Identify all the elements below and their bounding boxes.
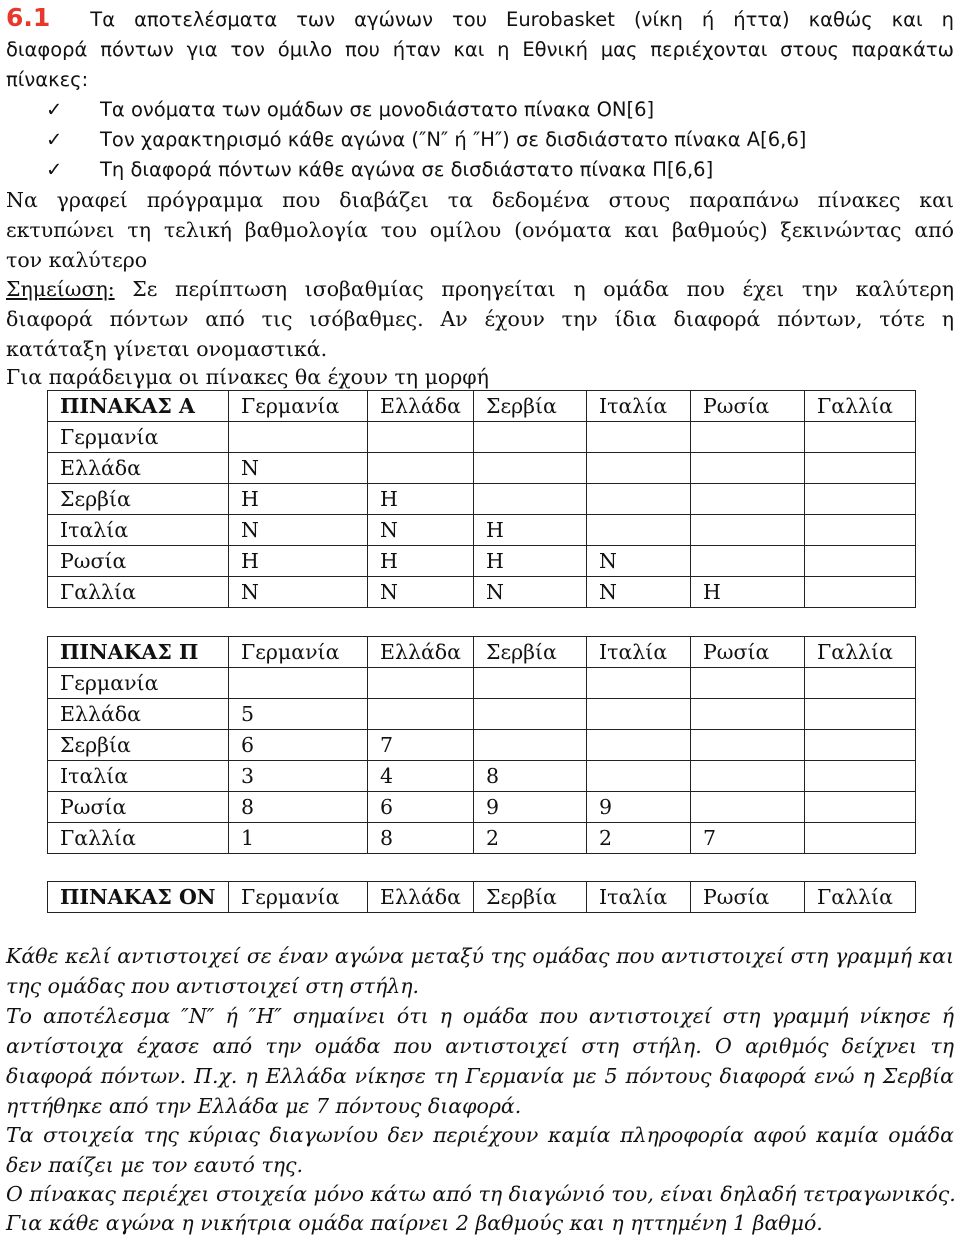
- column-header: Ελλάδα: [368, 882, 474, 913]
- table-cell: [805, 668, 916, 699]
- row-header: Ελλάδα: [48, 699, 229, 730]
- bullet-text: Τη διαφορά πόντων κάθε αγώνα σε δισδιάστατο πίνακα Π[6,6]: [100, 158, 714, 181]
- intro-line-2: διαφορά πόντων για τον όμιλο που ήταν και η Εθνική μας περιέχονται στους παρακάτω: [6, 38, 954, 61]
- table-cell: [474, 699, 587, 730]
- table-cell: Ν: [587, 546, 691, 577]
- table-cell: Η: [474, 515, 587, 546]
- table-cell: 7: [368, 730, 474, 761]
- table-header-row: [48, 637, 916, 668]
- table-on: [47, 881, 916, 913]
- table-cell: [805, 515, 916, 546]
- table-row: [48, 792, 916, 823]
- table-cell: Ν: [229, 453, 368, 484]
- table-cell: [229, 668, 368, 699]
- table-cell: [805, 577, 916, 608]
- table-cell: [805, 792, 916, 823]
- table-cell: [587, 668, 691, 699]
- table-cell: [474, 484, 587, 515]
- table-row: [48, 422, 916, 453]
- table-cell: 8: [474, 761, 587, 792]
- table-cell: Η: [229, 546, 368, 577]
- table-cell: [805, 761, 916, 792]
- column-header: Σερβία: [474, 882, 587, 913]
- table-cell: [691, 668, 805, 699]
- table-cell: 9: [474, 792, 587, 823]
- notes-p1-line-2: της ομάδας που αντιστοιχεί στη στήλη.: [6, 974, 420, 998]
- row-header: Ρωσία: [48, 792, 229, 823]
- row-header: Ρωσία: [48, 546, 229, 577]
- task-line-1: Να γραφεί πρόγραμμα που διαβάζει τα δεδομένα στους παραπάνω πίνακες και: [6, 188, 954, 212]
- table-cell: [587, 761, 691, 792]
- row-header: Ελλάδα: [48, 453, 229, 484]
- table-row: [48, 453, 916, 484]
- table-cell: 6: [229, 730, 368, 761]
- row-header: Γερμανία: [48, 668, 229, 699]
- table-cell: 4: [368, 761, 474, 792]
- table-title: ΠΙΝΑΚΑΣ ΟΝ: [48, 882, 229, 913]
- example-line: Για παράδειγμα οι πίνακες θα έχουν τη μορφή: [6, 365, 489, 389]
- column-header: Γαλλία: [805, 882, 916, 913]
- row-header: Γαλλία: [48, 823, 229, 854]
- intro-line-1: [6, 3, 954, 33]
- table-cell: [587, 453, 691, 484]
- table-cell: [691, 699, 805, 730]
- column-header: Γερμανία: [229, 637, 368, 668]
- note-line-3: κατάταξη γίνεται ονομαστικά.: [6, 337, 328, 361]
- task-line-3: τον καλύτερο: [6, 248, 148, 272]
- table-title: ΠΙΝΑΚΑΣ Α: [48, 391, 229, 422]
- table-cell: [368, 668, 474, 699]
- table-cell: Η: [368, 484, 474, 515]
- column-header: Ιταλία: [587, 391, 691, 422]
- bullet-item: [6, 95, 654, 125]
- table-cell: Η: [474, 546, 587, 577]
- checkmark-icon: ✓: [46, 98, 63, 121]
- column-header: Σερβία: [474, 637, 587, 668]
- note-line-1: [6, 274, 954, 304]
- table-cell: [805, 823, 916, 854]
- row-header: Σερβία: [48, 484, 229, 515]
- exercise-number: 6.1: [6, 3, 51, 32]
- table-cell: 7: [691, 823, 805, 854]
- row-header: Ιταλία: [48, 515, 229, 546]
- table-cell: [587, 730, 691, 761]
- intro-text-1: Τα αποτελέσματα των αγώνων του Eurobasket (νίκη ή ήττα) καθώς και η: [90, 8, 954, 31]
- table-row: [48, 484, 916, 515]
- row-header: Σερβία: [48, 730, 229, 761]
- bullet-text: Τον χαρακτηρισμό κάθε αγώνα (″Ν″ ή ″Η″) σε δισδιάστατο πίνακα Α[6,6]: [100, 128, 807, 151]
- table-row: [48, 761, 916, 792]
- table-cell: Ν: [229, 515, 368, 546]
- table-cell: [587, 699, 691, 730]
- notes-p2-line-3: διαφορά πόντων. Π.χ. η Ελλάδα νίκησε τη Γερμανία με 5 πόντους διαφορά ενώ η Σερβία: [6, 1064, 954, 1088]
- column-header: Ρωσία: [691, 391, 805, 422]
- note-line-2: διαφορά πόντων από τις ισόβαθμες. Αν έχουν την ίδια διαφορά πόντων, τότε η: [6, 307, 954, 331]
- notes-p1-line-1: Κάθε κελί αντιστοιχεί σε έναν αγώνα μεταξύ της ομάδας που αντιστοιχεί στη γραμμή και: [6, 944, 954, 968]
- table-cell: 2: [474, 823, 587, 854]
- table-cell: 8: [229, 792, 368, 823]
- notes-p3-line-2: δεν παίζει με τον εαυτό της.: [6, 1153, 303, 1177]
- table-cell: Ν: [368, 577, 474, 608]
- column-header: Ρωσία: [691, 637, 805, 668]
- checkmark-icon: ✓: [46, 128, 63, 151]
- table-cell: 5: [229, 699, 368, 730]
- bullet-item: [6, 125, 806, 155]
- table-header-row: [48, 391, 916, 422]
- table-row: [48, 668, 916, 699]
- table-cell: [368, 699, 474, 730]
- table-cell: 3: [229, 761, 368, 792]
- table-cell: Ν: [229, 577, 368, 608]
- table-cell: Η: [691, 577, 805, 608]
- table-cell: [691, 453, 805, 484]
- checkmark-icon: ✓: [46, 158, 63, 181]
- bullet-text: Τα ονόματα των ομάδων σε μονοδιάστατο πίνακα ΟΝ[6]: [100, 98, 655, 121]
- table-cell: Ν: [587, 577, 691, 608]
- table-cell: [805, 699, 916, 730]
- table-cell: [691, 792, 805, 823]
- table-cell: 1: [229, 823, 368, 854]
- task-line-2: εκτυπώνει τη τελική βαθμολογία του ομίλου (ονόματα και βαθμούς) ξεκινώντας από: [6, 218, 954, 242]
- notes-p5: Για κάθε αγώνα η νικήτρια ομάδα παίρνει 2 βαθμούς και η ηττημένη 1 βαθμό.: [6, 1211, 823, 1235]
- table-cell: [691, 515, 805, 546]
- table-cell: [229, 422, 368, 453]
- notes-p2-line-4: ηττήθηκε από την Ελλάδα με 7 πόντους διαφορά.: [6, 1094, 522, 1118]
- note-label: Σημείωση:: [6, 277, 115, 301]
- notes-p4: Ο πίνακας περιέχει στοιχεία μόνο κάτω από τη διαγώνιό του, είναι δηλαδή τετραγωνικός.: [6, 1182, 956, 1206]
- table-cell: [805, 422, 916, 453]
- table-cell: [805, 730, 916, 761]
- column-header: Ιταλία: [587, 882, 691, 913]
- table-row: [48, 577, 916, 608]
- table-cell: [474, 453, 587, 484]
- row-header: Ιταλία: [48, 761, 229, 792]
- notes-p2-line-1: Το αποτέλεσμα ″Ν″ ή ″Η″ σημαίνει ότι η ομάδα που αντιστοιχεί στη γραμμή νίκησε ή: [6, 1004, 954, 1028]
- notes-p3-line-1: Τα στοιχεία της κύριας διαγωνίου δεν περιέχουν καμία πληροφορία αφού καμία ομάδα: [6, 1123, 954, 1147]
- column-header: Σερβία: [474, 391, 587, 422]
- column-header: Γερμανία: [229, 882, 368, 913]
- column-header: Ιταλία: [587, 637, 691, 668]
- table-cell: [805, 546, 916, 577]
- table-cell: 9: [587, 792, 691, 823]
- table-a: [47, 390, 916, 608]
- table-title: ΠΙΝΑΚΑΣ Π: [48, 637, 229, 668]
- table-cell: [805, 453, 916, 484]
- table-cell: [474, 422, 587, 453]
- column-header: Γαλλία: [805, 637, 916, 668]
- table-cell: [368, 453, 474, 484]
- table-cell: Η: [368, 546, 474, 577]
- table-cell: [587, 422, 691, 453]
- table-cell: [691, 422, 805, 453]
- table-p: [47, 636, 916, 854]
- notes-p2-line-2: αντίστοιχα έχασε από την ομάδα που αντιστοιχεί στη στήλη. Ο αριθμός δείχνει τη: [6, 1034, 954, 1058]
- table-cell: [691, 761, 805, 792]
- row-header: Γερμανία: [48, 422, 229, 453]
- table-cell: [691, 546, 805, 577]
- table-cell: [691, 730, 805, 761]
- table-cell: 6: [368, 792, 474, 823]
- table-cell: Ν: [474, 577, 587, 608]
- table-row: [48, 699, 916, 730]
- table-cell: Η: [229, 484, 368, 515]
- intro-line-3: πίνακες:: [6, 68, 89, 91]
- table-cell: [587, 484, 691, 515]
- table-cell: [368, 422, 474, 453]
- table-row: [48, 730, 916, 761]
- note-text-1: Σε περίπτωση ισοβαθμίας προηγείται η ομάδα που έχει την καλύτερη: [114, 277, 954, 301]
- table-cell: [805, 484, 916, 515]
- table-row: [48, 515, 916, 546]
- table-row: [48, 546, 916, 577]
- table-cell: [587, 515, 691, 546]
- table-row: [48, 823, 916, 854]
- row-header: Γαλλία: [48, 577, 229, 608]
- table-cell: [474, 668, 587, 699]
- table-cell: [691, 484, 805, 515]
- column-header: Γαλλία: [805, 391, 916, 422]
- bullet-item: [6, 155, 713, 185]
- column-header: Γερμανία: [229, 391, 368, 422]
- table-header-row: [48, 882, 916, 913]
- table-cell: 8: [368, 823, 474, 854]
- table-cell: 2: [587, 823, 691, 854]
- table-cell: [474, 730, 587, 761]
- column-header: Ρωσία: [691, 882, 805, 913]
- column-header: Ελλάδα: [368, 637, 474, 668]
- column-header: Ελλάδα: [368, 391, 474, 422]
- table-cell: Ν: [368, 515, 474, 546]
